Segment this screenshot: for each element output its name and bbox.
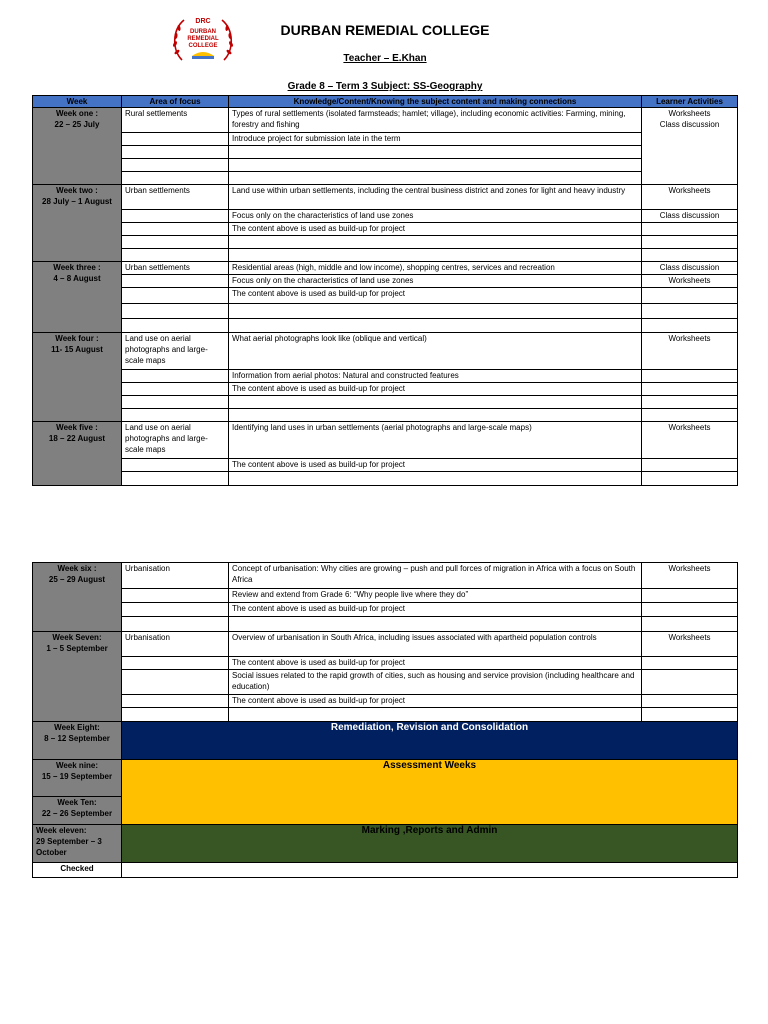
activity-cell — [642, 409, 738, 422]
area-cell: Urbanisation — [122, 632, 229, 657]
content-cell: Review and extend from Grade 6: “Why people live where they do” — [229, 589, 642, 603]
activity-cell — [642, 223, 738, 236]
activity-cell — [642, 670, 738, 695]
area-cell — [122, 409, 229, 422]
table-row — [33, 262, 738, 275]
content-cell — [229, 159, 642, 172]
activity-cell — [642, 589, 738, 603]
table-row — [33, 210, 738, 223]
content-cell: The content above is used as build-up for project — [229, 459, 642, 472]
area-cell — [122, 603, 229, 617]
activity-cell — [642, 695, 738, 708]
column-header-week: Week — [33, 96, 122, 108]
week-two-cell: Week two : 28 July – 1 August — [33, 185, 122, 262]
table-row — [33, 146, 738, 159]
content-cell: Concept of urbanisation: Why cities are growing – push and pull forces of migration in Africa with a focus on South Africa — [229, 563, 642, 589]
week-one-cell: Week one : 22 – 25 July — [33, 108, 122, 185]
table-header-row — [33, 96, 738, 108]
content-cell — [229, 319, 642, 333]
svg-text:DURBAN: DURBAN — [190, 29, 216, 35]
area-cell: Land use on aerial photographs and large-scale maps — [122, 422, 229, 459]
table-row — [33, 863, 738, 878]
table-row — [33, 333, 738, 370]
table-row — [33, 589, 738, 603]
week-eight-cell: Week Eight: 8 – 12 September — [33, 722, 122, 760]
column-header-activities: Learner Activities — [642, 96, 738, 108]
college-logo-icon — [168, 12, 238, 70]
term-plan-table-1 — [32, 95, 738, 486]
table-row — [33, 304, 738, 319]
table-row — [33, 563, 738, 589]
area-cell — [122, 275, 229, 288]
area-cell — [122, 133, 229, 146]
area-cell — [122, 146, 229, 159]
table-row — [33, 459, 738, 472]
week-four-cell: Week four : 11- 15 August — [33, 333, 122, 422]
activity-cell — [642, 319, 738, 333]
svg-text:REMEDIAL: REMEDIAL — [187, 36, 219, 42]
week-nine-cell: Week nine: 15 – 19 September — [33, 760, 122, 797]
area-cell: Land use on aerial photographs and large-scale maps — [122, 333, 229, 370]
table-row — [33, 825, 738, 863]
area-cell — [122, 288, 229, 304]
content-cell: The content above is used as build-up for project — [229, 603, 642, 617]
area-cell — [122, 459, 229, 472]
area-cell — [122, 383, 229, 396]
area-cell: Urban settlements — [122, 262, 229, 275]
content-cell — [229, 172, 642, 185]
activity-cell — [642, 617, 738, 632]
content-cell: Focus only on the characteristics of land use zones — [229, 210, 642, 223]
table-row — [33, 708, 738, 722]
area-cell: Urban settlements — [122, 185, 229, 210]
table-row — [33, 383, 738, 396]
area-cell — [122, 304, 229, 319]
content-cell: Information from aerial photos: Natural and constructed features — [229, 370, 642, 383]
activity-cell: Worksheets Class discussion — [642, 108, 738, 185]
area-cell — [122, 319, 229, 333]
table-row — [33, 617, 738, 632]
content-cell: What aerial photographs look like (oblique and vertical) — [229, 333, 642, 370]
content-cell: The content above is used as build-up for project — [229, 288, 642, 304]
week-five-cell: Week five : 18 – 22 August — [33, 422, 122, 486]
content-cell: Overview of urbanisation in South Africa, including issues associated with apartheid population controls — [229, 632, 642, 657]
content-cell: The content above is used as build-up for project — [229, 383, 642, 396]
table-row — [33, 422, 738, 459]
activity-cell — [642, 708, 738, 722]
week-three-cell: Week three : 4 – 8 August — [33, 262, 122, 333]
activity-cell — [642, 370, 738, 383]
content-cell: Social issues related to the rapid growth of cities, such as housing and service provision (including healthcare and education) — [229, 670, 642, 695]
term-plan-table-2 — [32, 562, 738, 878]
activity-cell: Class discussion — [642, 262, 738, 275]
activity-cell — [642, 236, 738, 249]
table-row — [33, 236, 738, 249]
column-header-area: Area of focus — [122, 96, 229, 108]
area-cell — [122, 708, 229, 722]
area-cell — [122, 670, 229, 695]
area-cell — [122, 172, 229, 185]
activity-cell — [642, 396, 738, 409]
checked-signature-cell[interactable] — [122, 863, 738, 878]
table-row — [33, 223, 738, 236]
table-row — [33, 172, 738, 185]
table-row — [33, 657, 738, 670]
content-cell: Focus only on the characteristics of land use zones — [229, 275, 642, 288]
teacher-name: Teacher – E.Khan — [343, 53, 427, 64]
content-cell: Land use within urban settlements, including the central business district and zones for light and heavy industry — [229, 185, 642, 210]
college-name: DURBAN REMEDIAL COLLEGE — [280, 22, 490, 38]
activity-cell: Worksheets — [642, 333, 738, 370]
activity-cell — [642, 459, 738, 472]
table-row — [33, 409, 738, 422]
content-cell — [229, 617, 642, 632]
content-cell: The content above is used as build-up for project — [229, 695, 642, 708]
content-cell: Identifying land uses in urban settlements (aerial photographs and large-scale maps) — [229, 422, 642, 459]
activity-cell: Worksheets — [642, 275, 738, 288]
area-cell — [122, 159, 229, 172]
table-row — [33, 319, 738, 333]
content-cell: Introduce project for submission late in the term — [229, 133, 642, 146]
activity-cell: Class discussion — [642, 210, 738, 223]
svg-text:COLLEGE: COLLEGE — [188, 43, 218, 49]
content-cell — [229, 409, 642, 422]
area-cell — [122, 210, 229, 223]
area-cell — [122, 657, 229, 670]
table-row — [33, 185, 738, 210]
table-row — [33, 159, 738, 172]
column-header-content: Knowledge/Content/Knowing the subject content and making connections — [229, 96, 642, 108]
area-cell — [122, 472, 229, 486]
activity-cell — [642, 383, 738, 396]
checked-label: Checked — [33, 863, 122, 878]
week-eleven-cell: Week eleven: 29 September – 3 October — [33, 825, 122, 863]
content-cell — [229, 249, 642, 262]
marking-banner: Marking ,Reports and Admin — [122, 825, 738, 863]
area-cell — [122, 236, 229, 249]
table-row — [33, 472, 738, 486]
table-row — [33, 632, 738, 657]
table-row — [33, 603, 738, 617]
remediation-banner: Remediation, Revision and Consolidation — [122, 722, 738, 760]
table-row — [33, 760, 738, 797]
activity-cell — [642, 288, 738, 304]
activity-cell: Worksheets — [642, 563, 738, 589]
content-cell: Types of rural settlements (isolated farmsteads; hamlet; village), including economic activities: Farming, mining, forestry and fishing — [229, 108, 642, 133]
area-cell — [122, 370, 229, 383]
area-cell: Urbanisation — [122, 563, 229, 589]
area-cell — [122, 695, 229, 708]
content-cell — [229, 236, 642, 249]
content-cell — [229, 472, 642, 486]
area-cell — [122, 617, 229, 632]
table-row — [33, 695, 738, 708]
content-cell — [229, 396, 642, 409]
content-cell: Residential areas (high, middle and low income), shopping centres, services and recreation — [229, 262, 642, 275]
table-row — [33, 133, 738, 146]
content-cell — [229, 146, 642, 159]
activity-cell: Worksheets — [642, 422, 738, 459]
table-row — [33, 288, 738, 304]
assessment-banner: Assessment Weeks — [122, 760, 738, 825]
activity-cell — [642, 657, 738, 670]
activity-cell — [642, 472, 738, 486]
content-cell: The content above is used as build-up for project — [229, 223, 642, 236]
table-row — [33, 670, 738, 695]
table-row — [33, 249, 738, 262]
content-cell: The content above is used as build-up for project — [229, 657, 642, 670]
area-cell — [122, 249, 229, 262]
table-row — [33, 108, 738, 133]
svg-text:DRC: DRC — [195, 18, 211, 25]
activity-cell — [642, 249, 738, 262]
activity-cell: Worksheets — [642, 632, 738, 657]
area-cell — [122, 223, 229, 236]
table-row — [33, 722, 738, 760]
week-seven-cell: Week Seven: 1 – 5 September — [33, 632, 122, 722]
activity-cell — [642, 304, 738, 319]
grade-subject-line: Grade 8 – Term 3 Subject: SS-Geography — [287, 81, 483, 92]
activity-cell: Worksheets — [642, 185, 738, 210]
activity-cell — [642, 603, 738, 617]
table-row — [33, 396, 738, 409]
week-ten-cell: Week Ten: 22 – 26 September — [33, 797, 122, 825]
table-row — [33, 370, 738, 383]
content-cell — [229, 708, 642, 722]
area-cell: Rural settlements — [122, 108, 229, 133]
table-row — [33, 275, 738, 288]
week-six-cell: Week six : 25 – 29 August — [33, 563, 122, 632]
area-cell — [122, 396, 229, 409]
content-cell — [229, 304, 642, 319]
area-cell — [122, 589, 229, 603]
